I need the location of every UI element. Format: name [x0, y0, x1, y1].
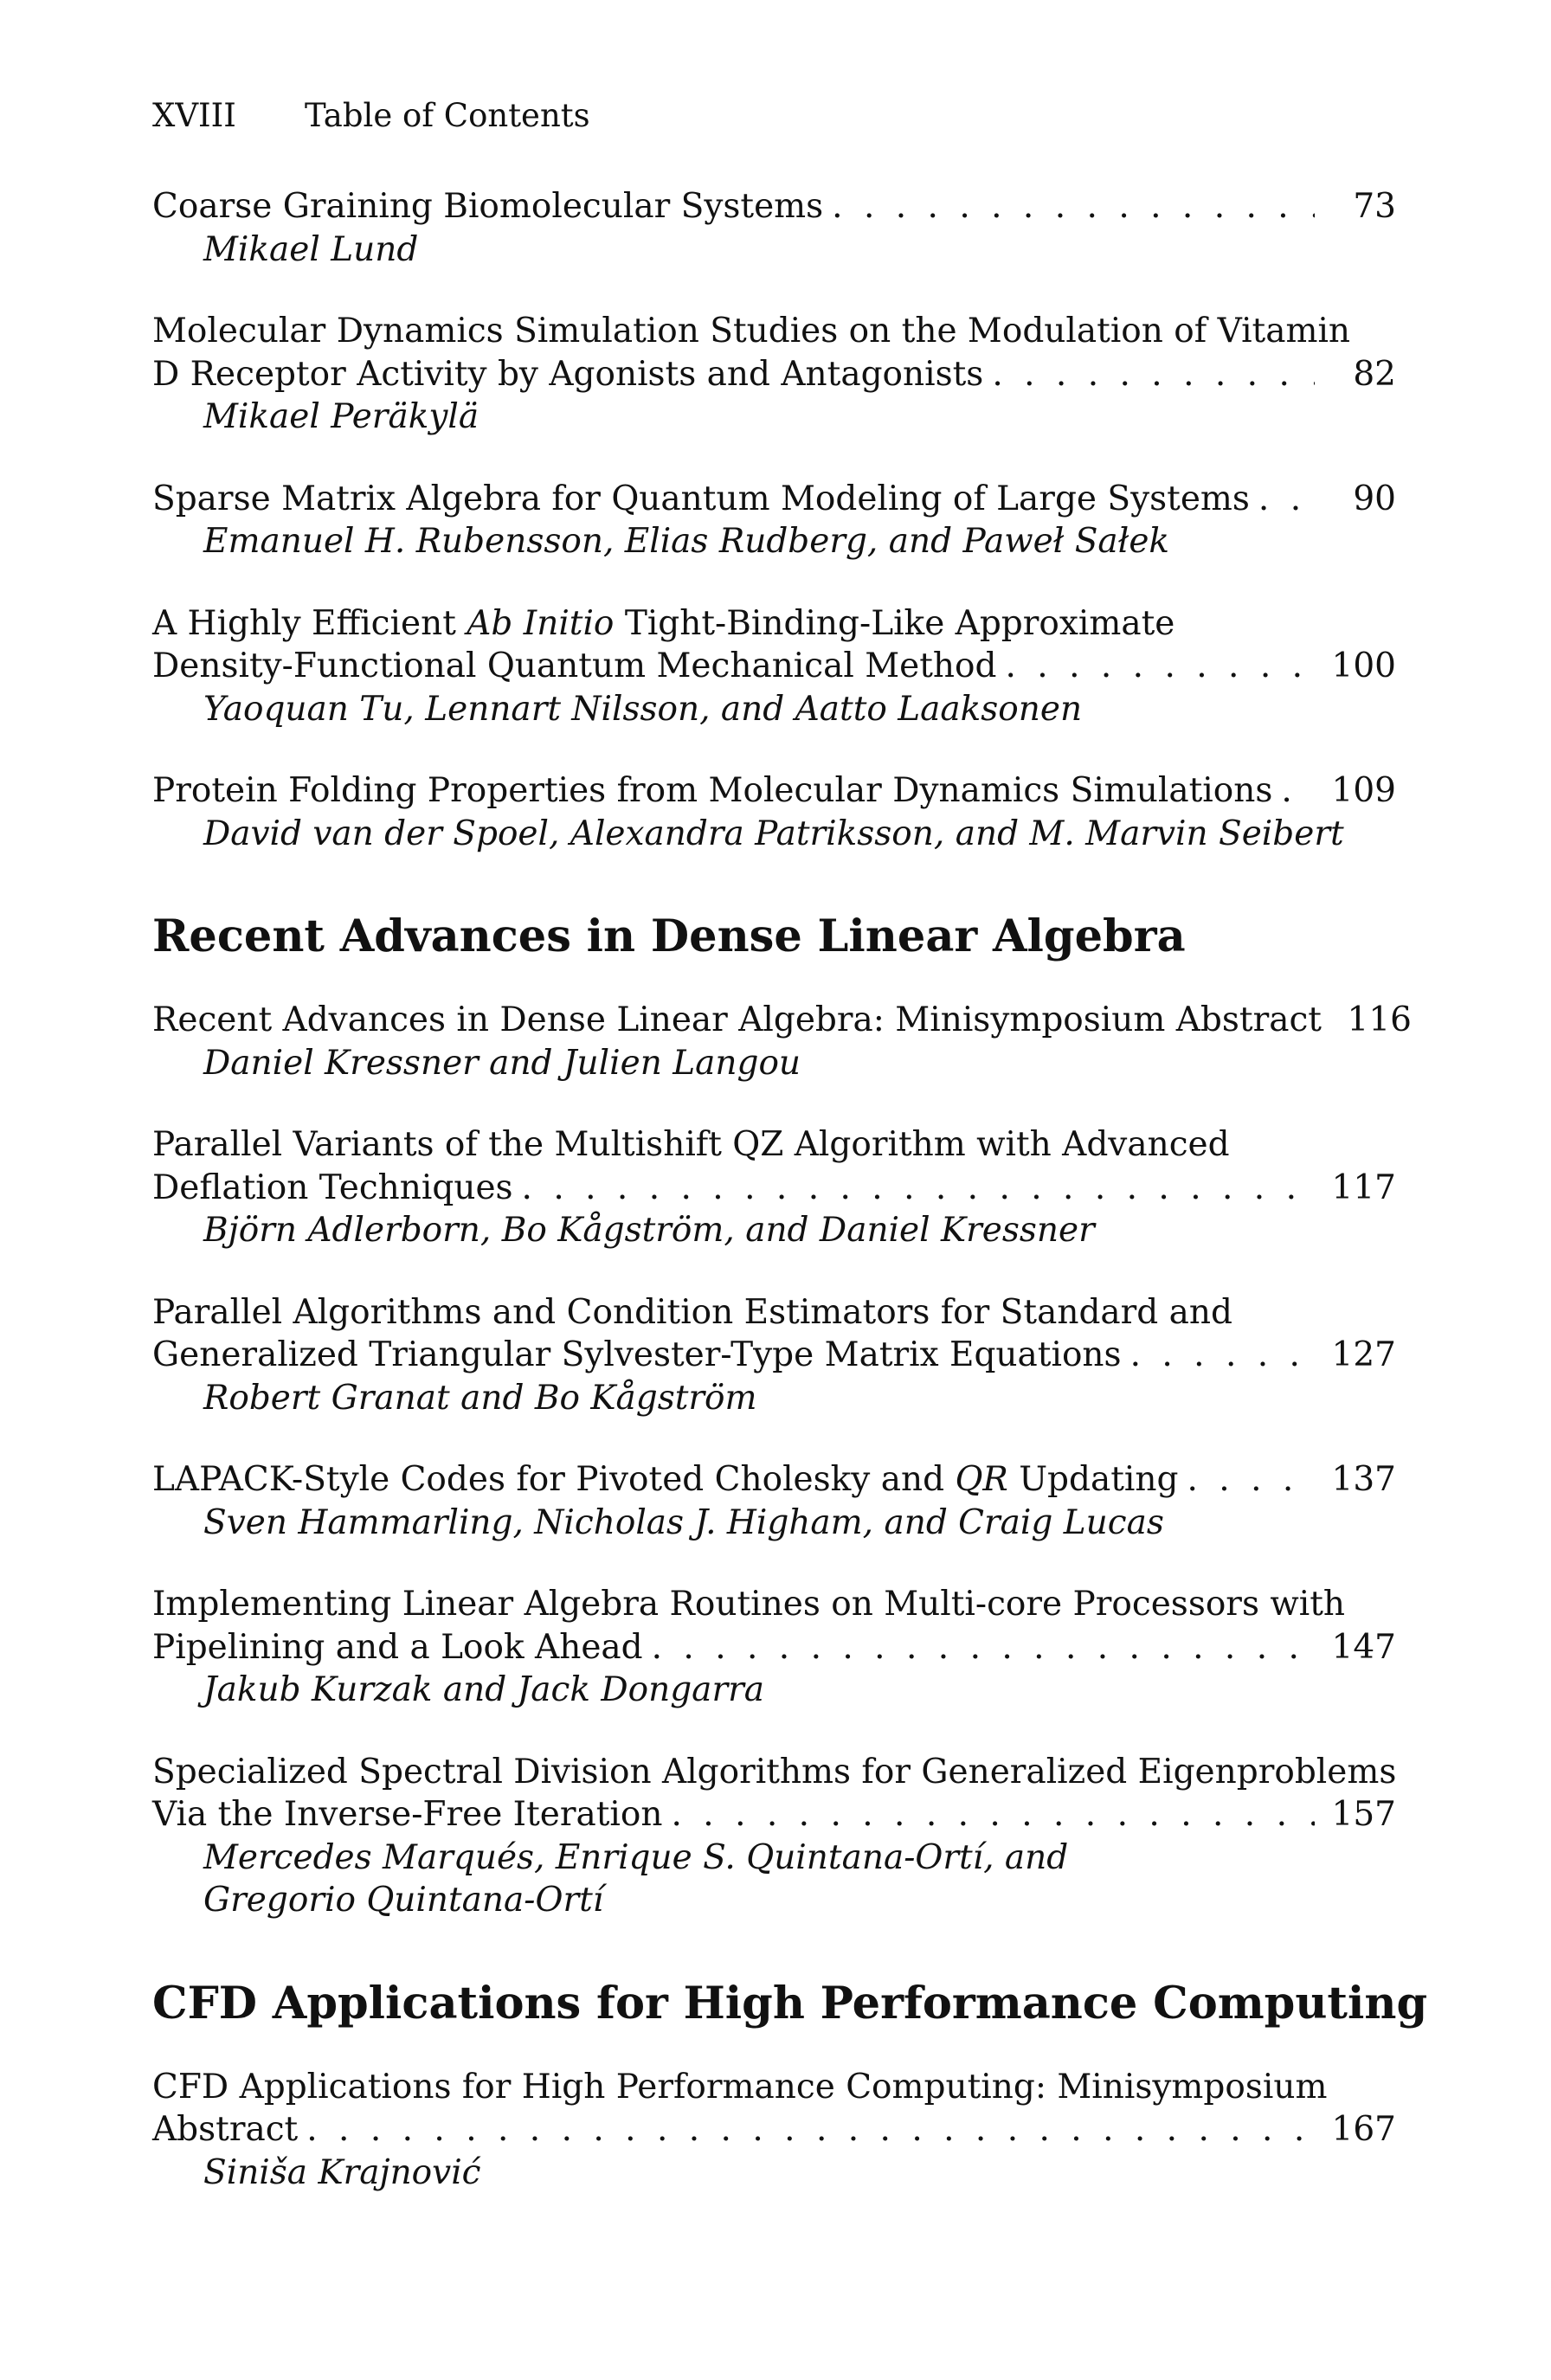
entry-authors: Siniša Krajnović [203, 2152, 481, 2192]
entry-title [152, 478, 1250, 521]
entry-title-row [152, 999, 1412, 1042]
section-heading: Recent Advances in Dense Linear Algebra [152, 910, 1186, 962]
title-part: Parallel Variants of the Multishift QZ Algorithm with Advanced [152, 1125, 1230, 1164]
toc-entry[interactable] [152, 185, 1396, 271]
entry-authors: Yaoquan Tu, Lennart Nilsson, and Aatto Laaksonen [203, 689, 1083, 729]
dot-leader [522, 1167, 1315, 1210]
entry-title [152, 1167, 513, 1210]
entry-page-number: 147 [1331, 1627, 1396, 1667]
entry-title [152, 353, 983, 396]
dot-leader [1281, 769, 1315, 813]
entry-authors: Mikael Lund [203, 229, 419, 269]
entry-title-row [152, 185, 1396, 228]
entry-authors: Mikael Peräkylä [203, 397, 479, 436]
entry-page-number: 82 [1353, 354, 1396, 394]
entry-title-row [152, 1334, 1396, 1377]
entry-title-line [152, 1291, 1396, 1335]
entry-title [152, 645, 997, 688]
title-part: Implementing Linear Algebra Routines on Multi-core Processors with [152, 1585, 1346, 1624]
entry-title-row [152, 2108, 1396, 2152]
entry-title-row [152, 1167, 1396, 1210]
entry-title [152, 1626, 643, 1669]
entry-page-number: 90 [1353, 479, 1396, 518]
entry-title [152, 185, 823, 228]
entry-title-row [152, 645, 1396, 688]
entry-authors: Daniel Kressner and Julien Langou [203, 1043, 801, 1083]
entry-authors: Jakub Kurzak and Jack Dongarra [203, 1670, 764, 1709]
running-head-title: Table of Contents [305, 97, 590, 134]
section-heading: CFD Applications for High Performance Computing [152, 1977, 1428, 2029]
dot-leader [992, 353, 1315, 396]
entry-page-number: 100 [1331, 646, 1396, 685]
entry-page-number: 167 [1331, 2110, 1396, 2149]
running-head [152, 95, 1396, 137]
title-part: Generalized Triangular Sylvester-Type Matrix Equations [152, 1335, 1122, 1374]
entry-page-number: 137 [1331, 1460, 1396, 1499]
entry-authors: Gregorio Quintana-Ortí [203, 1881, 604, 1920]
entry-title-row [152, 769, 1396, 813]
toc-entry[interactable] [152, 1458, 1396, 1544]
title-part: Abstract [152, 2110, 299, 2149]
title-italic-part: Ab Initio [467, 603, 615, 643]
toc-entry[interactable] [152, 2066, 1396, 2195]
entry-title-line [152, 310, 1396, 353]
dot-leader [1187, 1458, 1315, 1502]
title-part: Recent Advances in Dense Linear Algebra: Minisymposium Abstract [152, 1000, 1322, 1039]
entry-title [152, 1334, 1122, 1377]
entry-title-row [152, 1626, 1396, 1669]
entry-page-number: 116 [1347, 1000, 1412, 1039]
toc-entry[interactable] [152, 602, 1396, 731]
entry-title [152, 2108, 298, 2152]
title-part: Parallel Algorithms and Condition Estimators for Standard and [152, 1292, 1232, 1332]
title-part: Sparse Matrix Algebra for Quantum Modeling of Large Systems [152, 479, 1250, 518]
entry-title-row [152, 353, 1396, 396]
toc-entry[interactable] [152, 1751, 1396, 1922]
entry-authors: Robert Granat and Bo Kågström [203, 1378, 757, 1418]
entry-title [152, 999, 1322, 1042]
entry-title-row [152, 1793, 1396, 1836]
title-part: D Receptor Activity by Agonists and Antagonists [152, 354, 984, 394]
entry-authors: Björn Adlerborn, Bo Kågström, and Daniel Kressner [203, 1211, 1095, 1250]
toc-entry[interactable] [152, 769, 1396, 855]
title-part: Molecular Dynamics Simulation Studies on the Modulation of Vitamin [152, 312, 1351, 351]
toc-sections [152, 909, 1428, 2194]
title-part: Updating [1007, 1460, 1179, 1499]
title-italic-part: QR [955, 1460, 1008, 1499]
entry-page-number: 127 [1331, 1335, 1396, 1374]
toc-entry[interactable] [152, 1123, 1396, 1252]
toc-page [152, 95, 1428, 2233]
dot-leader [652, 1626, 1315, 1669]
entry-page-number: 109 [1331, 771, 1396, 810]
title-part: Tight-Binding-Like Approximate [614, 603, 1175, 643]
page-folio: XVIII [152, 97, 236, 134]
dot-leader [1130, 1334, 1315, 1377]
dot-leader [671, 1793, 1315, 1836]
entry-page-number: 73 [1353, 187, 1396, 226]
entry-authors: Sven Hammarling, Nicholas J. Higham, and Craig Lucas [203, 1502, 1164, 1542]
toc-entries [152, 185, 1396, 855]
entry-authors: Mercedes Marqués, Enrique S. Quintana-Ortí, and [203, 1837, 1069, 1877]
title-part: Specialized Spectral Division Algorithms for Generalized Eigenproblems [152, 1752, 1397, 1791]
title-part: Density-Functional Quantum Mechanical Method [152, 646, 997, 685]
title-part: LAPACK-Style Codes for Pivoted Cholesky and [152, 1460, 956, 1499]
title-part: CFD Applications for High Performance Computing: Minisymposium [152, 2067, 1328, 2107]
title-part: Via the Inverse-Free Iteration [152, 1795, 663, 1834]
entry-title-line [152, 2066, 1396, 2109]
entry-title [152, 769, 1272, 813]
entry-title [152, 1793, 662, 1836]
entry-title-line [152, 1751, 1396, 1794]
entry-page-number: 157 [1331, 1795, 1396, 1834]
entry-title-row [152, 478, 1396, 521]
dot-leader [306, 2108, 1315, 2152]
toc-entry[interactable] [152, 478, 1396, 563]
entry-title-line [152, 1123, 1396, 1167]
toc-entry[interactable] [152, 1583, 1396, 1712]
dot-leader [1006, 645, 1316, 688]
entry-authors: David van der Spoel, Alexandra Patriksson, and M. Marvin Seibert [203, 814, 1344, 853]
toc-entry[interactable] [152, 310, 1396, 439]
entry-title-line [152, 1583, 1396, 1626]
dot-leader [832, 185, 1315, 228]
title-part: Coarse Graining Biomolecular Systems [152, 187, 824, 226]
title-part: Protein Folding Properties from Molecular Dynamics Simulations [152, 771, 1273, 810]
toc-entry[interactable] [152, 1291, 1396, 1420]
entry-authors: Emanuel H. Rubensson, Elias Rudberg, and Paweł Sałek [203, 522, 1170, 561]
entry-title-row [152, 1458, 1396, 1502]
title-part: Pipelining and a Look Ahead [152, 1627, 643, 1667]
entry-title-line [152, 602, 1396, 646]
title-part: A Highly Efficient [152, 603, 467, 643]
title-part: Deflation Techniques [152, 1167, 513, 1207]
entry-title [152, 1458, 1178, 1502]
dot-leader [1258, 478, 1315, 521]
toc-entry[interactable] [152, 999, 1412, 1084]
entry-page-number: 117 [1331, 1167, 1396, 1207]
